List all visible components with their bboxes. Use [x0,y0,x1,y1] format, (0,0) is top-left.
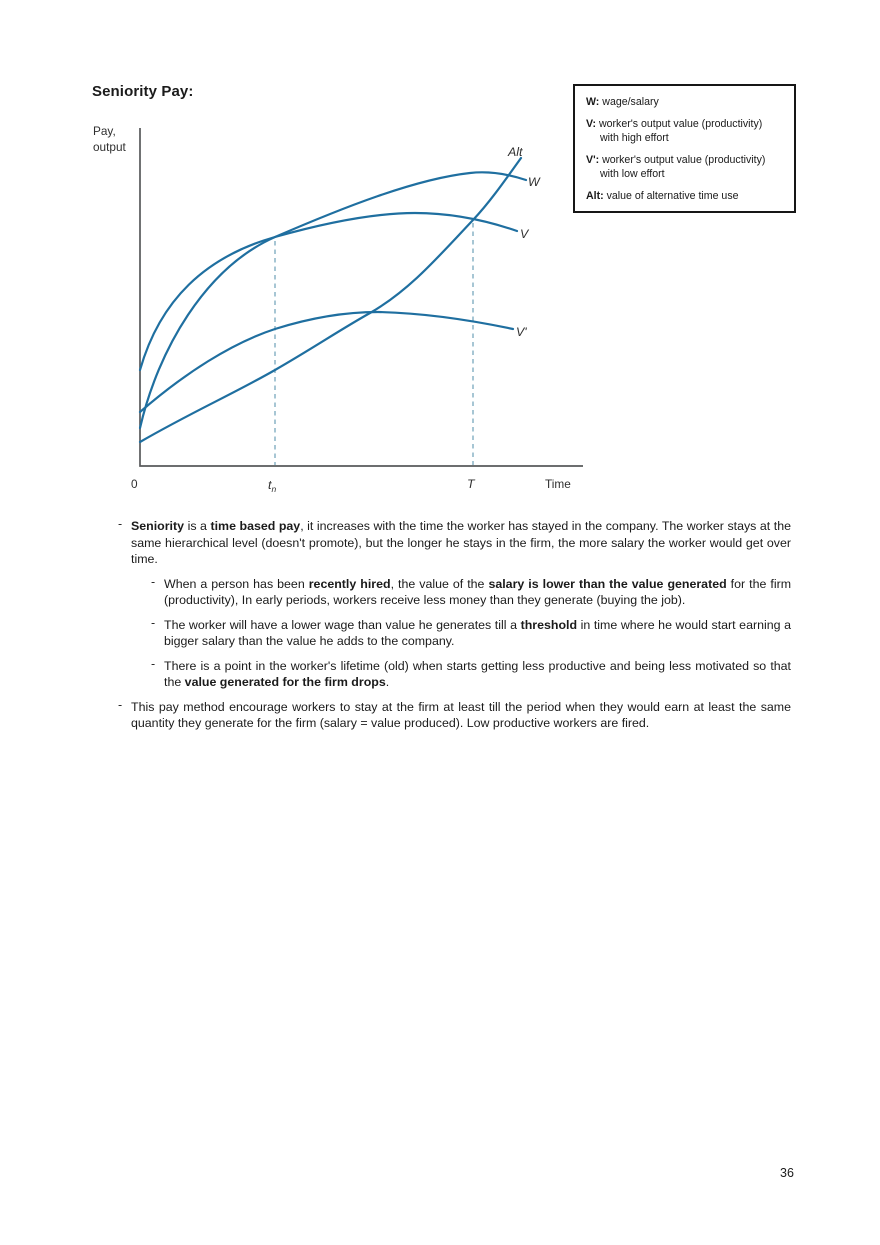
dash-bullet: - [151,656,156,670]
ylabel-line1: Pay, [93,124,116,138]
notes-list [118,518,791,740]
legend-term: Alt: [586,190,604,203]
xlabel-time: Time [545,477,571,491]
legend-term: V': [586,154,600,167]
legend-item: V: worker's output value (productivity) with high effort [586,118,763,144]
curve-alt [140,158,521,442]
pay-output-chart [80,115,600,505]
legend-term: V: [586,118,597,131]
note-text: Seniority is a time based pay, it increases with the time the worker has stayed in the company. The worker stays at the same hierarchical level (doesn't promote), but the longer he stays in the firm, the more salary the worker would get over time. [131,519,791,566]
note-item-level-2 [151,576,791,609]
curve-w [140,172,526,428]
note-text: There is a point in the worker's lifetime (old) when starts getting less productive and being less motivated so that the value generated for the firm drops. [164,658,791,689]
note-text: This pay method encourage workers to stay at the firm at least till the period when they would earn at least the same quantity they generate for the firm (salary = value produced). Low productive workers are fired. [131,699,791,730]
ylabel-line2: output [93,140,126,154]
note-text: When a person has been recently hired, the value of the salary is lower than the value generated for the firm (productivity), In early periods, workers receive less money than they generate (buying the job). [164,576,792,607]
note-item-level-2 [151,617,791,650]
legend-item: W: wage/salary [586,96,659,108]
note-text: The worker will have a lower wage than value he generates till a threshold in time where he would start earning a bigger salary than the value he adds to the company. [164,617,791,648]
dash-bullet: - [118,697,123,711]
dash-bullet: - [118,516,123,531]
legend-item: V': worker's output value (productivity) with low effort [586,154,766,180]
page-title: Seniority Pay: [92,83,194,100]
dash-bullet: - [151,615,156,629]
curve-v [140,213,517,370]
axes-lines [140,128,583,466]
legend-box [573,84,796,213]
xtick-T: T [467,477,475,491]
dash-bullet: - [151,574,156,588]
page-number: 36 [780,1166,794,1180]
label-w: W [528,175,540,189]
note-item-level-1 [118,518,791,568]
legend-item: Alt: value of alternative time use [586,190,739,203]
xtick-tn: $t_n$ [268,478,277,494]
label-alt: Alt [508,145,523,159]
label-vprime: V' [516,325,527,339]
curve-vprime [140,312,513,412]
note-item-level-2 [151,658,791,691]
note-item-level-1 [118,699,791,732]
legend-term: W: [586,96,600,108]
label-v: V [520,227,529,241]
xtick-0: 0 [131,477,138,491]
